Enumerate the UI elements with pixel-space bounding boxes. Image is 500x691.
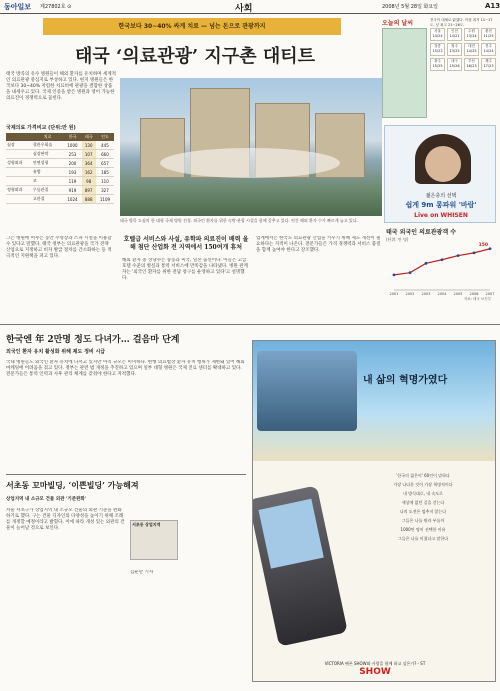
chart-point bbox=[441, 258, 444, 261]
hospital-photo bbox=[120, 78, 382, 216]
ad-copy-line: '한국의 젊은이' 60인이 말하다 bbox=[396, 473, 450, 478]
weather-cell bbox=[464, 43, 479, 56]
ad-brand-logo: SHOW bbox=[359, 667, 391, 677]
table-cell: 657 bbox=[96, 159, 114, 168]
chart-x-tick: 2002 bbox=[405, 292, 415, 296]
weather-cell bbox=[430, 43, 445, 56]
table-row bbox=[6, 186, 114, 195]
phone-screen bbox=[258, 499, 323, 569]
table-cell: 무릎관절 bbox=[32, 186, 64, 195]
weather-cell bbox=[481, 43, 496, 56]
ad-headline: 쉽게 9m 롱파워 '바람' bbox=[405, 201, 477, 209]
weather-temp: 14/24 bbox=[432, 34, 443, 38]
weather-cell bbox=[447, 43, 462, 56]
ad-tagline: 젊은층의 선택 bbox=[425, 193, 457, 199]
weather-city: 청주 bbox=[451, 44, 458, 48]
second-body: 국내 병원들도 외국인 환자 유치에 나서고 있지만 아직 규모는 미미하다. 현행 의료법상 환자 유치 행위가 제한돼 있어 해외 마케팅에 어려움을 겪고 있다. 정부는 관련 법 개정을 추진하고 있으며 일부 대형 병원은 국제 진료 센터를 확대하고 있다. 전문가들은 통역 인력과 사후 관리 체계를 갖춰야 한다고 지적했다. bbox=[6, 360, 245, 377]
table-header-cell: 치료 bbox=[32, 133, 64, 141]
main-headline: 태국 ‘의료관광’ 지구촌 대티트 bbox=[75, 46, 315, 67]
table-cell: 1109 bbox=[96, 195, 114, 204]
table-cell: 185 bbox=[96, 168, 114, 177]
ad-crowd-image bbox=[257, 351, 357, 431]
table-header-cell: 한국 bbox=[63, 133, 81, 141]
issue-number: 제27802호 ⊙ bbox=[40, 4, 72, 10]
phone-ad bbox=[252, 340, 496, 682]
third-headline: 서초동 꼬마빌딩, ‘이쁜빌딩’ 가능해져 bbox=[6, 480, 139, 490]
newspaper-logo: 동아일보 bbox=[4, 3, 32, 11]
weather-cell bbox=[481, 58, 496, 71]
table-header-cell bbox=[6, 133, 32, 141]
ad-headline: 내 삶의 혁명가였다 bbox=[363, 375, 448, 386]
table-cell: 코 bbox=[32, 177, 64, 186]
chart-point bbox=[457, 254, 460, 257]
ad-copy-line: 세상에 없던 길을 걷는다 bbox=[401, 500, 445, 505]
table-cell: 안면성형 bbox=[32, 159, 64, 168]
table-header-cell: 태국 bbox=[82, 133, 96, 141]
page-header bbox=[0, 0, 500, 14]
ad-copy-line: 나의 도전은 멈추지 않는다 bbox=[399, 509, 447, 514]
table-row bbox=[6, 159, 114, 168]
weather-city: 인천 bbox=[451, 29, 458, 33]
publication-date: 2008년 5월 28일 화요일 bbox=[382, 4, 439, 10]
weather-city: 대전 bbox=[468, 44, 475, 48]
weather-temp: 15/23 bbox=[432, 49, 443, 53]
weather-city: 수원 bbox=[468, 29, 475, 33]
section-title: 사회 bbox=[235, 4, 253, 14]
table-cell: 327 bbox=[96, 186, 114, 195]
chart-ylabel: (단위: 만 명) bbox=[386, 237, 409, 242]
phone-image bbox=[252, 485, 348, 646]
weather-temp: 13/24 bbox=[466, 34, 477, 38]
table-cell: 심장 bbox=[6, 141, 32, 150]
table-cell: 660 bbox=[96, 150, 114, 159]
third-reporter: 김순만 기자 bbox=[130, 570, 154, 575]
table-cell: 정형외과 bbox=[6, 186, 32, 195]
chart-point bbox=[473, 251, 476, 254]
chart-title: 태국 외국인 의료관광객 수 bbox=[386, 229, 457, 236]
weather-city: 제주 bbox=[485, 59, 492, 63]
weather-temp: 17/23 bbox=[483, 64, 494, 68]
weather-temp: 11/25 bbox=[483, 34, 494, 38]
ad-footer-text: VICTORIA 팬폰 SHOW와 사랑을 함께 하고 싶은가? - ST bbox=[324, 661, 426, 666]
weather-temp: 15/26 bbox=[449, 64, 460, 68]
chart-x-tick: 2006 bbox=[469, 292, 479, 296]
table-cell: 성형외과 bbox=[6, 159, 32, 168]
model-face bbox=[425, 146, 461, 182]
body-column-left: 그는 병원에 머무는 동안 수영장과 스파 시설을 이용할 수 있다고 말했다. 태국 정부는 의료관광을 국가 전략 산업으로 지정하고 비자 발급 절차를 간소화하는 등 적극적인 지원책을 펴고 있다. bbox=[6, 236, 112, 259]
table-cell: 98 bbox=[82, 177, 96, 186]
chart-x-tick: 2001 bbox=[389, 292, 399, 296]
table-row bbox=[6, 195, 114, 204]
chart-x-tick: 2004 bbox=[437, 292, 447, 296]
body-column-mid: 해외 환자 중 상당수는 중동과 미국, 일본 출신이다. 이들은 고급 호텔 수준의 병실과 통역 서비스에 만족감을 나타냈다. 병원 관계자는 '외국인 환자를 위한 전담 창구를 운영하고 있다'고 설명했다. bbox=[122, 258, 248, 281]
chart-x-tick: 2003 bbox=[421, 292, 431, 296]
table-grid bbox=[6, 133, 114, 204]
table-cell: 유방 bbox=[32, 168, 64, 177]
visitors-chart bbox=[384, 226, 496, 302]
chart-source: 자료: 태국 보건부 bbox=[464, 297, 492, 301]
chart-x-tick: 2007 bbox=[485, 292, 495, 296]
table-cell: 364 bbox=[82, 159, 96, 168]
table-cell: 119 bbox=[63, 177, 81, 186]
chart-x-tick: 2005 bbox=[453, 292, 463, 296]
table-cell bbox=[6, 195, 32, 204]
third-body: 서울 서초구가 상업지역 내 소규모 건물의 외관 기준을 완화하기로 했다. 구는 건물 디자인의 다양성을 높이기 위해 조례를 개정할 예정이라고 밝혔다. 이에 따라 개성 있는 외관의 건물이 늘어날 것으로 보인다. bbox=[6, 508, 125, 531]
weather-temp: 14/21 bbox=[449, 34, 460, 38]
ad-copy-line: 그들은 나를 뭐라 부를까 bbox=[401, 518, 445, 523]
second-headline: 한국엔 年 2만명 정도 다녀가… 걸음마 단계 bbox=[6, 335, 180, 345]
table-cell bbox=[6, 168, 32, 177]
ad-copy-line: 내 방식대로, 내 속도로 bbox=[403, 491, 443, 496]
table-cell: 897 bbox=[82, 186, 96, 195]
chart-point bbox=[393, 273, 396, 276]
building-diagram bbox=[130, 520, 178, 560]
table-cell: 193 bbox=[63, 168, 81, 177]
weather-city: 강릉 bbox=[434, 44, 441, 48]
table-cell: 200 bbox=[63, 159, 81, 168]
table-row bbox=[6, 177, 114, 186]
table-cell: 110 bbox=[96, 177, 114, 186]
table-cell: 1024 bbox=[63, 195, 81, 204]
weather-grid bbox=[430, 28, 497, 71]
table-cell: 130 bbox=[82, 141, 96, 150]
weather-title: 오늘의 날씨 bbox=[382, 20, 414, 27]
weather-city: 부산 bbox=[468, 59, 475, 63]
weather-temp: 15/25 bbox=[432, 64, 443, 68]
weather-temp: 14/25 bbox=[466, 49, 477, 53]
weather-city: 광주 bbox=[434, 59, 441, 63]
body-column-right: 업계에서는 한국도 의료관광 산업을 키우기 위해 제도 개선이 필요하다는 지적이 나온다. 전문가들은 가격 경쟁력과 서비스 품질을 함께 높여야 한다고 강조했다. bbox=[256, 236, 381, 253]
weather-temp: 13/25 bbox=[449, 49, 460, 53]
table-cell: 혈관우회술 bbox=[32, 141, 64, 150]
table-body bbox=[6, 141, 114, 204]
weather-city: 서울 bbox=[434, 29, 441, 33]
section-divider bbox=[0, 324, 500, 325]
table-cell: 고관절 bbox=[32, 195, 64, 204]
ad-brand: Live on WHISEN bbox=[414, 212, 468, 219]
ad-copy bbox=[353, 471, 493, 543]
second-subhead: 외국인 환자 유치 활성화 위해 제도 정비 시급 bbox=[6, 349, 106, 355]
table-cell bbox=[6, 177, 32, 186]
weather-city: 춘천 bbox=[485, 29, 492, 33]
sub-headline: 호텔급 서비스와 사설, 유학파 의료진이 배력 올 해 첨단 산업화 전 지역에서 150여개 휴처 bbox=[123, 236, 249, 251]
third-subhead: 상업지역 내 소규모 건물 외관 '기준완화' bbox=[6, 497, 87, 502]
weather-cell bbox=[464, 58, 479, 71]
table-cell: 107 bbox=[82, 150, 96, 159]
section-divider bbox=[6, 474, 246, 475]
chart-point bbox=[409, 271, 412, 274]
ad-copy-line: 1000만 명이 선택한 이유 bbox=[400, 527, 446, 532]
chart-data-label: 150 bbox=[478, 242, 488, 248]
price-comparison-table bbox=[6, 124, 114, 204]
table-cell: 162 bbox=[82, 168, 96, 177]
ad-copy-line: 그들은 나를 미쳤다고 말한다 bbox=[397, 536, 449, 541]
story-lede: 태국 방콕의 유수 병원들이 해외 환자를 유치하며 세계적인 의료관광 중심지로 부상하고 있다. 현지 병원들은 한국보다 30~40% 저렴한 치료비에 관광을 결합한 상품을 내세우고 있다. 국제 인증을 받은 병원과 영어 가능한 의료진이 경쟁력으로 꼽힌다. bbox=[6, 72, 116, 101]
page-number: A13 bbox=[485, 2, 500, 10]
weather-desc: 전국이 대체로 맑겠다. 아침 최저 11~17도, 낮 최고 21~26도. bbox=[430, 18, 493, 27]
table-cell: 심장판막 bbox=[32, 150, 64, 159]
table-row bbox=[6, 150, 114, 159]
table-header-cell: 인도 bbox=[96, 133, 114, 141]
table-title: 국제의료 가격비교 (단위:만 원) bbox=[6, 125, 76, 131]
korea-map bbox=[382, 28, 427, 118]
weather-temp: 14/24 bbox=[483, 49, 494, 53]
diagram-title: 서초동 상업지역 bbox=[132, 522, 161, 527]
table-row bbox=[6, 168, 114, 177]
weather-cell bbox=[447, 58, 462, 71]
ad-footer bbox=[253, 661, 496, 682]
story-kicker: 한국보다 30~40% 싸게 치료 — 넘는 돈으로 관광까지 bbox=[43, 18, 341, 35]
table-row bbox=[6, 141, 114, 150]
table-cell: 253 bbox=[63, 150, 81, 159]
chart-series-line bbox=[394, 249, 490, 275]
table-cell: 1000 bbox=[63, 141, 81, 150]
chart-point bbox=[489, 247, 492, 250]
table-cell: 445 bbox=[96, 141, 114, 150]
weather-cell bbox=[430, 58, 445, 71]
table-cell: 888 bbox=[82, 195, 96, 204]
weather-city: 전주 bbox=[485, 44, 492, 48]
table-cell: 919 bbox=[63, 186, 81, 195]
fountain-shape bbox=[160, 148, 340, 178]
photo-caption: 태국 방콕 도심의 한 대형 국제 병원 전경. 외국인 환자를 위한 숙박·관광 시설을 함께 갖추고 있다. 연간 해외 환자 수가 빠르게 늘고 있다. bbox=[120, 218, 358, 223]
table-cell bbox=[6, 150, 32, 159]
weather-temp: 16/23 bbox=[466, 64, 477, 68]
weather-city: 대구 bbox=[451, 59, 458, 63]
table-header-row bbox=[6, 133, 114, 141]
chart-point bbox=[425, 262, 428, 265]
aircon-ad bbox=[384, 125, 496, 223]
ad-copy-line: 가장 나다운 것이 가장 혁명적이다 bbox=[393, 482, 453, 487]
